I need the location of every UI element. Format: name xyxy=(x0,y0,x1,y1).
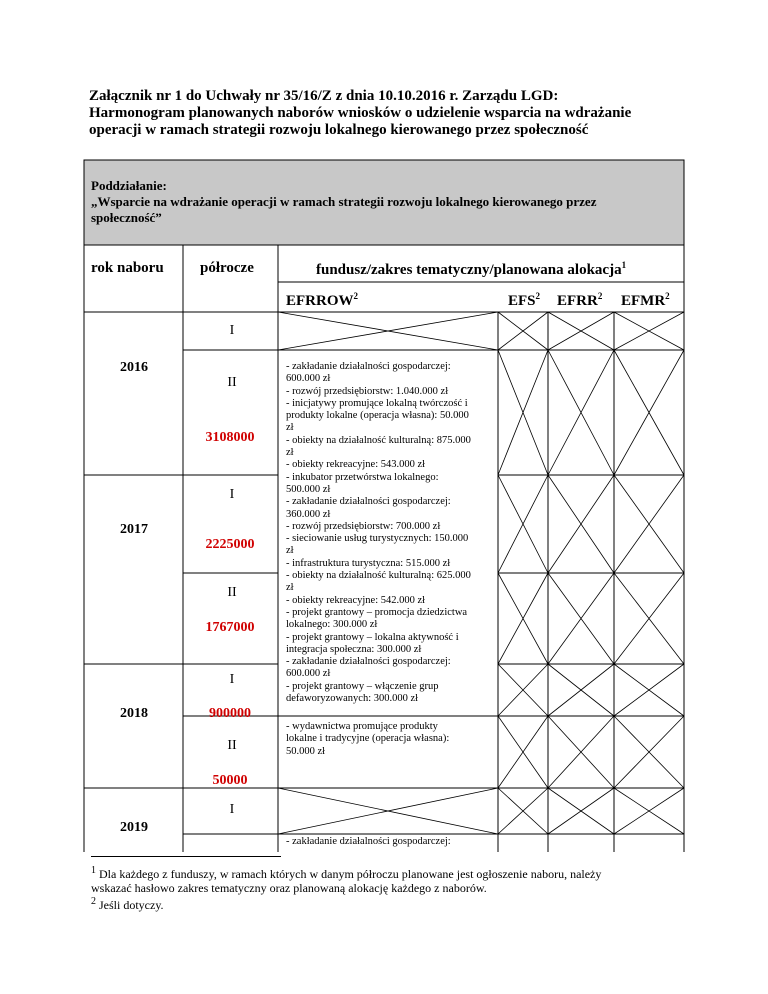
half-2017-2: II xyxy=(227,585,237,600)
desc-line: - obiekty rekreacyjne: 543.000 zł xyxy=(286,459,426,471)
desc-line: - obiekty na działalność kulturalną: 875.000 xyxy=(286,434,471,446)
desc-2018-2 xyxy=(286,721,504,758)
amount-2018-1: 900000 xyxy=(209,706,251,721)
header-efs-text: EFS xyxy=(508,293,536,309)
header-fund-sup: 1 xyxy=(621,260,627,270)
desc-line: - zakładanie działalności gospodarczej: xyxy=(286,836,451,847)
year-2018: 2018 xyxy=(120,706,148,721)
desc-line: - rozwój przedsiębiorstw: 700.000 zł xyxy=(286,520,441,532)
footnote-2-text: Jeśli dotyczy. xyxy=(96,898,164,912)
footnote-2-num: 2 xyxy=(91,896,96,907)
header-efrr xyxy=(557,291,602,310)
header-efs xyxy=(508,291,540,310)
header-efrr-sup: 2 xyxy=(597,291,603,301)
year-2019: 2019 xyxy=(120,820,148,835)
subheader-line-2: „Wsparcie na wdrażanie operacji w ramach strategii rozwoju lokalnego kierowanego przez xyxy=(91,194,597,209)
header-efrr-text: EFRR xyxy=(557,293,598,309)
half-2016-1: I xyxy=(229,323,235,338)
desc-line: - infrastruktura turystyczna: 515.000 zł xyxy=(286,557,451,569)
amount-2018-2: 50000 xyxy=(212,773,248,788)
title-line-3: operacji w ramach strategii rozwoju lokalnego kierowanego przez społeczność xyxy=(89,122,589,138)
desc-line: - projekt grantowy – włączenie grup xyxy=(286,680,439,692)
desc-line: zł xyxy=(286,545,294,557)
desc-line: 600.000 zł xyxy=(286,373,331,385)
footnote-1-num: 1 xyxy=(91,865,96,876)
subheader-line-3: społeczność” xyxy=(91,210,162,225)
desc-line: - zakładanie działalności gospodarczej: xyxy=(286,656,451,668)
header-year: rok naboru xyxy=(91,260,164,276)
header-efmr-text: EFMR xyxy=(621,293,666,309)
subheader-line-1: Poddziałanie: xyxy=(91,178,167,193)
half-2016-2: II xyxy=(227,375,237,390)
title-line-2: Harmonogram planowanych naborów wniosków o udzielenie wsparcia na wdrażanie xyxy=(89,105,632,121)
desc-line: - zakładanie działalności gospodarczej: xyxy=(286,361,451,372)
desc-2019-2 xyxy=(286,836,504,848)
desc-line: 360.000 zł xyxy=(286,508,331,520)
desc-line: - sieciowanie usług turystycznych: 150.000 xyxy=(286,533,469,545)
amount-2017-1: 2225000 xyxy=(205,537,255,552)
desc-line: integracja społeczna: 300.000 zł xyxy=(286,643,422,655)
desc-line: - obiekty na działalność kulturalną: 625.000 xyxy=(286,570,471,582)
half-2018-2: II xyxy=(227,738,237,753)
desc-line: lokalne i tradycyjne (operacja własna): xyxy=(286,733,450,745)
desc-line: 50.000 zł xyxy=(286,745,326,757)
desc-line: 500.000 zł xyxy=(286,483,331,495)
desc-line: 600.000 zł xyxy=(286,668,331,680)
half-2018-1: I xyxy=(229,672,235,687)
title-line-1: Załącznik nr 1 do Uchwały nr 35/16/Z z dnia 10.10.2016 r. Zarządu LGD: xyxy=(89,88,559,104)
header-fund xyxy=(316,260,626,279)
footnote-1-line2: wskazać hasłowo zakres tematyczny oraz planowaną alokację każdego z naborów. xyxy=(91,881,487,895)
desc-line: - projekt grantowy – lokalna aktywność i xyxy=(286,631,459,643)
desc-line: zł xyxy=(286,582,294,594)
desc-line: zł xyxy=(286,422,294,434)
amount-2017-2: 1767000 xyxy=(205,620,255,635)
header-efrrow xyxy=(286,291,358,310)
year-2017: 2017 xyxy=(120,522,148,537)
amount-2016: 3108000 xyxy=(205,430,255,445)
desc-line: - inkubator przetwórstwa lokalnego: xyxy=(286,471,439,483)
subaction-header xyxy=(91,178,671,226)
desc-line: - wydawnictwa promujące produkty xyxy=(286,721,438,732)
header-efmr-sup: 2 xyxy=(665,291,670,301)
desc-line: zł xyxy=(286,447,294,459)
desc-2016-2 xyxy=(286,361,504,705)
footnote-1 xyxy=(91,864,691,881)
desc-line: - inicjatywy promujące lokalną twórczość i xyxy=(286,397,468,409)
header-efs-sup: 2 xyxy=(535,291,541,301)
desc-line: - obiekty rekreacyjne: 542.000 zł xyxy=(286,594,426,606)
header-efmr xyxy=(621,291,670,310)
desc-line: - rozwój przedsiębiorstw: 1.040.000 zł xyxy=(286,385,449,397)
footnotes xyxy=(91,864,691,912)
header-efrrow-sup: 2 xyxy=(353,291,358,301)
half-2019-1: I xyxy=(229,802,235,817)
desc-line: defaworyzowanych: 300.000 zł xyxy=(286,693,419,705)
year-2016: 2016 xyxy=(120,360,148,375)
desc-line: - projekt grantowy – promocja dziedzictwa xyxy=(286,606,468,618)
footnote-1-line1: Dla każdego z funduszy, w ramach których w danym półroczu planowane jest ogłoszenie naboru, należy xyxy=(96,867,602,881)
desc-line: - zakładanie działalności gospodarczej: xyxy=(286,496,451,508)
footnote-2 xyxy=(91,895,691,912)
footnote-separator xyxy=(91,856,281,857)
half-2017-1: I xyxy=(229,487,235,502)
header-fund-text: fundusz/zakres tematyczny/planowana alokacja xyxy=(316,262,622,278)
desc-line: lokalnego: 300.000 zł xyxy=(286,619,378,631)
header-efrrow-text: EFRROW xyxy=(286,293,354,309)
header-half: półrocze xyxy=(200,260,254,276)
desc-line: produkty lokalne (operacja własna): 50.000 xyxy=(286,410,469,422)
